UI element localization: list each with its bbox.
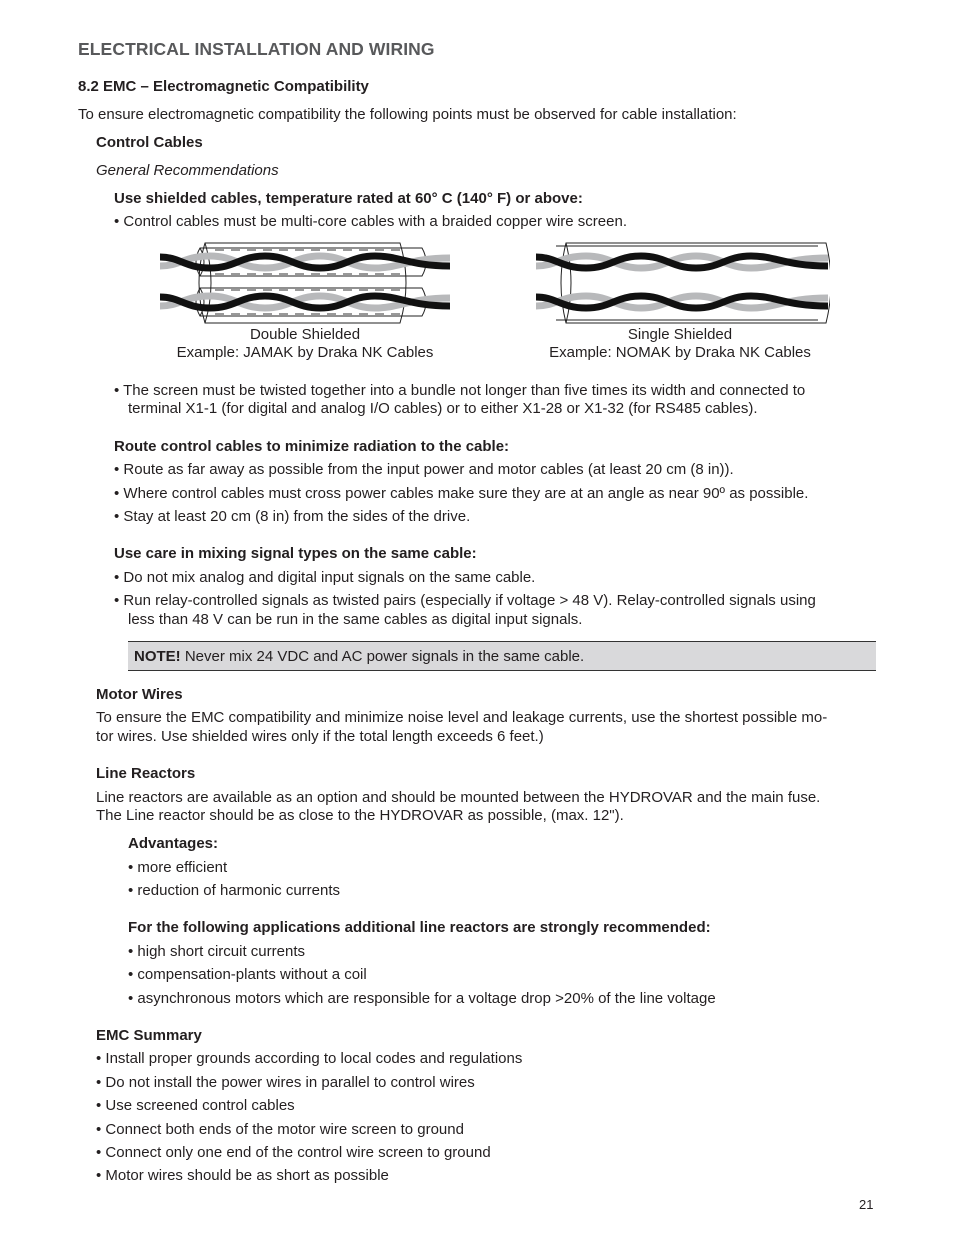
line-reactors-text: The Line reactor should be as close to the HYDROVAR as possible, (max. 12"). — [96, 807, 624, 824]
route-bullet: • Where control cables must cross power cables make sure they are at an angle as near 90º as possible. — [114, 485, 809, 502]
emc-summary-item: • Motor wires should be as short as possible — [96, 1167, 389, 1184]
single-shielded-example: Example: NOMAK by Draka NK Cables — [549, 344, 811, 361]
emc-summary-item: • Use screened control cables — [96, 1097, 295, 1114]
note-label: NOTE! — [134, 648, 181, 665]
mixing-bullet: • Do not mix analog and digital input signals on the same cable. — [114, 569, 536, 586]
motor-wires-heading: Motor Wires — [96, 686, 183, 703]
single-shielded-cable-illustration — [536, 240, 830, 326]
recommended-heading: For the following applications additional line reactors are strongly recommended: — [128, 919, 711, 936]
recommended-item: • asynchronous motors which are responsible for a voltage drop >20% of the line voltage — [128, 990, 716, 1007]
note-text — [134, 648, 584, 666]
advantages-heading: Advantages: — [128, 835, 219, 852]
section-title: ELECTRICAL INSTALLATION AND WIRING — [78, 39, 435, 59]
section-heading: 8.2 EMC – Electromagnetic Compatibility — [78, 78, 369, 95]
recommended-item: • high short circuit currents — [128, 943, 305, 960]
motor-wires-text: tor wires. Use shielded wires only if the total length exceeds 6 feet.) — [96, 728, 544, 745]
route-heading: Route control cables to minimize radiation to the cable: — [114, 438, 510, 455]
advantages-item: • reduction of harmonic currents — [128, 882, 341, 899]
double-shielded-example: Example: JAMAK by Draka NK Cables — [176, 344, 434, 361]
line-reactors-heading: Line Reactors — [96, 765, 196, 782]
emc-summary-item: • Connect only one end of the control wire screen to ground — [96, 1144, 491, 1161]
emc-summary-item: • Connect both ends of the motor wire screen to ground — [96, 1121, 464, 1138]
motor-wires-text: To ensure the EMC compatibility and minimize noise level and leakage currents, use the shortest possible mo- — [96, 709, 828, 726]
note-body: Never mix 24 VDC and AC power signals in the same cable. — [180, 648, 585, 665]
emc-summary-heading: EMC Summary — [96, 1027, 202, 1044]
mixing-bullet: • Run relay-controlled signals as twisted pairs (especially if voltage > 48 V). Relay-controlled signals using — [114, 592, 816, 609]
emc-summary-item: • Install proper grounds according to local codes and regulations — [96, 1050, 523, 1067]
shielded-heading: Use shielded cables, temperature rated at 60° C (140° F) or above: — [114, 190, 583, 207]
single-shielded-label: Single Shielded — [627, 326, 733, 343]
route-bullet: • Route as far away as possible from the input power and motor cables (at least 20 cm (8 in)). — [114, 461, 734, 478]
line-reactors-text: Line reactors are available as an option and should be mounted between the HYDROVAR and the main fuse. — [96, 789, 821, 806]
control-cables-heading: Control Cables — [96, 134, 203, 151]
route-bullet: • Stay at least 20 cm (8 in) from the sides of the drive. — [114, 508, 471, 525]
double-shielded-label: Double Shielded — [249, 326, 361, 343]
shielded-bullet: • Control cables must be multi-core cables with a braided copper wire screen. — [114, 213, 627, 230]
note-box — [128, 641, 876, 671]
advantages-item: • more efficient — [128, 859, 228, 876]
emc-summary-item: • Do not install the power wires in parallel to control wires — [96, 1074, 475, 1091]
mixing-bullet-continued: less than 48 V can be run in the same cables as digital input signals. — [128, 611, 583, 628]
screen-bullet-line1: • The screen must be twisted together into a bundle not longer than five times its width and connected to — [114, 382, 806, 399]
double-shielded-cable-illustration — [160, 240, 460, 326]
page-number: 21 — [859, 1197, 874, 1212]
general-recommendations: General Recommendations — [96, 162, 279, 179]
recommended-item: • compensation-plants without a coil — [128, 966, 367, 983]
screen-bullet-line2: terminal X1-1 (for digital and analog I/O cables) or to either X1-28 or X1-32 (for RS485 cables). — [128, 400, 758, 417]
intro-text: To ensure electromagnetic compatibility the following points must be observed for cable installation: — [78, 106, 737, 123]
mixing-heading: Use care in mixing signal types on the same cable: — [114, 545, 477, 562]
